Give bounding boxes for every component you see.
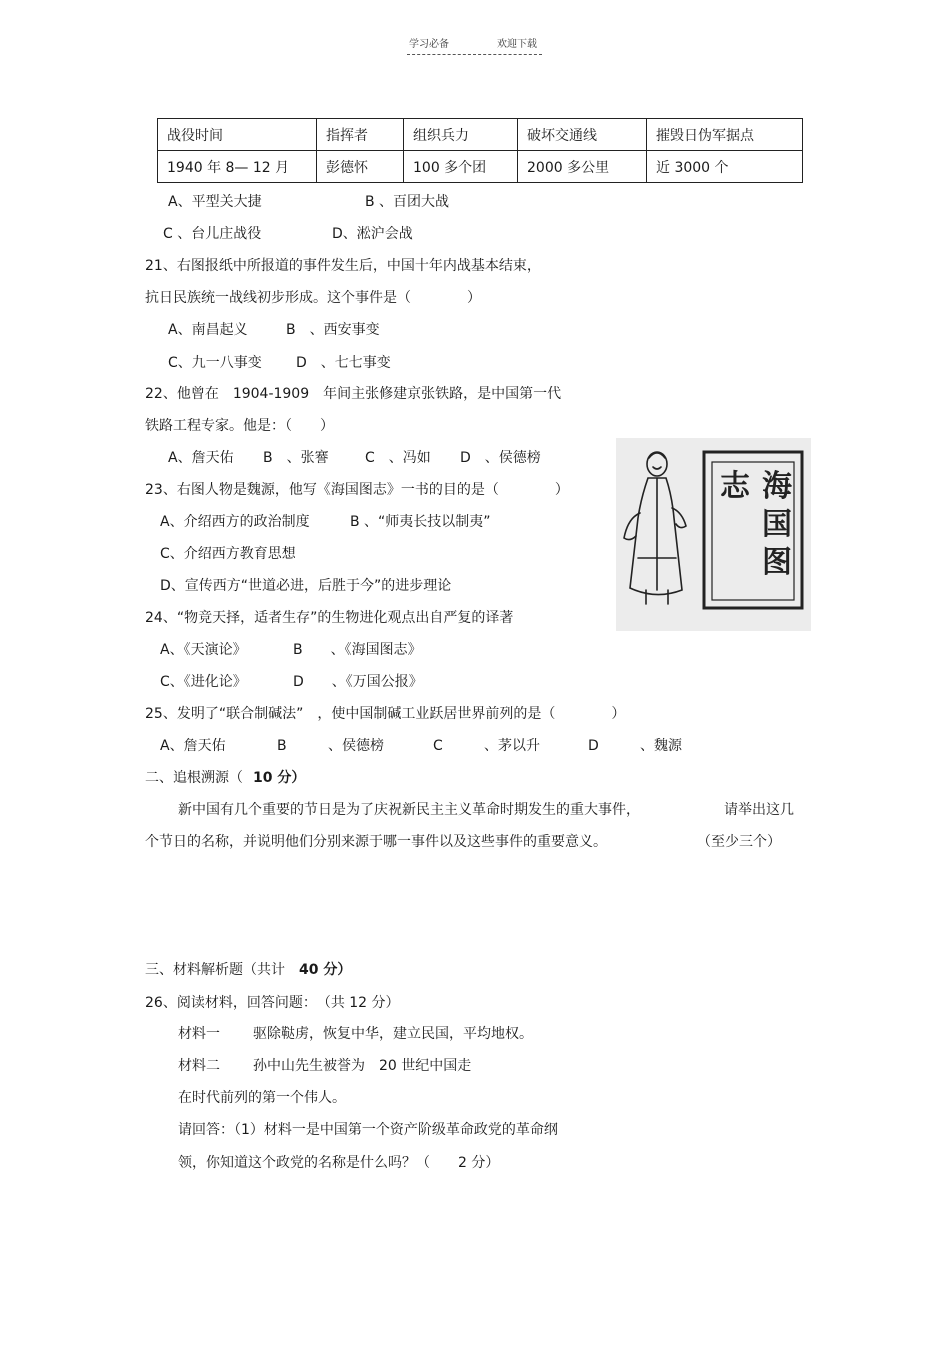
seal-char-3: 图: [762, 545, 792, 580]
table-cell: 1940 年 8— 12 月: [158, 151, 317, 183]
section2-prompt-line2b: （至少三个）: [697, 834, 781, 850]
q24-option-b: B 、《海国图志》: [293, 642, 422, 658]
header-right: 欢迎下载: [497, 39, 537, 50]
q22-option-a: A、詹天佑: [168, 450, 234, 466]
section2-prompt-line1b: 请举出这几: [724, 802, 794, 818]
table-header-cell: 组织兵力: [404, 119, 518, 151]
q26-material2-text: 孙中山先生被誉为 20 世纪中国走: [253, 1058, 472, 1074]
section2-prompt-line1: 新中国有几个重要的节日是为了庆祝新民主主义革命时期发生的重大事件，: [178, 802, 640, 818]
table-cell: 2000 多公里: [518, 151, 647, 183]
battle-table: [157, 118, 803, 183]
q20-option-c: C 、台儿庄战役: [163, 226, 262, 242]
q24-option-a: A、《天演论》: [160, 642, 247, 658]
q25-option-b: 、侯德榜: [328, 738, 384, 754]
q20-option-a: A、平型关大捷: [168, 194, 262, 210]
q23-option-b: B 、“师夷长技以制夷”: [350, 514, 491, 530]
q20-option-b: B 、百团大战: [365, 194, 450, 210]
table-header-cell: 破坏交通线: [518, 119, 647, 151]
wei-yuan-portrait-image: [616, 438, 811, 631]
q26-material1-text: 驱除鞑虏，恢复中华，建立民国，平均地权。: [253, 1026, 533, 1042]
q21-option-a: A、南昌起义: [168, 322, 248, 338]
q25-option-c-letter: C: [433, 738, 443, 754]
q25-option-d-letter: D: [588, 738, 599, 754]
table-header-cell: 指挥者: [317, 119, 404, 151]
header-left: 学习必备: [409, 39, 449, 50]
table-row: [158, 151, 803, 183]
q22-stem-line2: 铁路工程专家。他是：（ ）: [145, 418, 334, 434]
table-cell: 100 多个团: [404, 151, 518, 183]
q26-material2-label: 材料二: [178, 1058, 220, 1074]
q24-stem: 24、“物竞天择，适者生存”的生物进化观点出自严复的译著: [145, 610, 514, 626]
section3-score: 40 分）: [299, 962, 352, 978]
q20-option-d: D、淞沪会战: [332, 226, 413, 242]
q25-option-b-letter: B: [277, 738, 287, 754]
q23-stem: 23、右图人物是魏源，他写《海国图志》一书的目的是（ ）: [145, 482, 569, 498]
table-cell: 彭德怀: [317, 151, 404, 183]
section2-title-text: 二、追根溯源（: [145, 770, 243, 786]
portrait-drawing: [616, 438, 811, 631]
section2-title: [145, 768, 305, 788]
table-header-row: [158, 119, 803, 151]
q26-stem: 26、阅读材料，回答问题： （共 12 分）: [145, 995, 400, 1011]
table-cell: 近 3000 个: [647, 151, 803, 183]
seal-char-4: 志: [720, 469, 750, 504]
seal-char-1: 海: [762, 469, 792, 504]
q25-stem: 25、发明了“联合制碱法” ，使中国制碱工业跃居世界前列的是（ ）: [145, 706, 626, 722]
q21-option-b: B 、西安事变: [286, 322, 380, 338]
q23-option-d: D、宣传西方“世道必进，后胜于今”的进步理论: [160, 578, 452, 594]
q26-question1-line2: 领，你知道这个政党的名称是什么吗？（ 2 分）: [178, 1155, 500, 1171]
table-header-cell: 战役时间: [158, 119, 317, 151]
q24-option-c: C、《进化论》: [160, 674, 247, 690]
q23-option-a: A、介绍西方的政治制度: [160, 514, 310, 530]
section3-title: [145, 960, 351, 980]
section3-title-text: 三、材料解析题（共计: [145, 962, 285, 978]
section2-score: 10 分）: [253, 770, 306, 786]
q21-stem-line2: 抗日民族统一战线初步形成。这个事件是（ ）: [145, 290, 481, 306]
q22-stem-line1: 22、他曾在 1904-1909 年间主张修建京张铁路，是中国第一代: [145, 386, 562, 402]
q22-option-b: B 、张謇: [263, 450, 329, 466]
q25-option-c: 、茅以升: [484, 738, 540, 754]
q22-option-c: C 、冯如: [365, 450, 431, 466]
q26-material1-label: 材料一: [178, 1026, 220, 1042]
section2-prompt-line2: 个节日的名称，并说明他们分别来源于哪一事件以及这些事件的重要意义。: [145, 834, 607, 850]
q21-option-d: D 、七七事变: [296, 355, 391, 371]
q23-option-c: C、介绍西方教育思想: [160, 546, 296, 562]
q21-stem-line1: 21、右图报纸中所报道的事件发生后，中国十年内战基本结束，: [145, 258, 541, 274]
q24-option-d: D 、《万国公报》: [293, 674, 423, 690]
q25-option-d: 、魏源: [640, 738, 682, 754]
q21-option-c: C、九一八事变: [168, 355, 262, 371]
header-divider: [407, 54, 542, 55]
q26-material2-text-cont: 在时代前列的第一个伟人。: [178, 1090, 346, 1106]
seal-char-2: 国: [762, 507, 792, 542]
q22-option-d: D 、侯德榜: [460, 450, 541, 466]
table-header-cell: 摧毁日伪军据点: [647, 119, 803, 151]
q25-option-a: A、詹天佑: [160, 738, 226, 754]
q26-question1-line1: 请回答：（1）材料一是中国第一个资产阶级革命政党的革命纲: [178, 1122, 558, 1138]
